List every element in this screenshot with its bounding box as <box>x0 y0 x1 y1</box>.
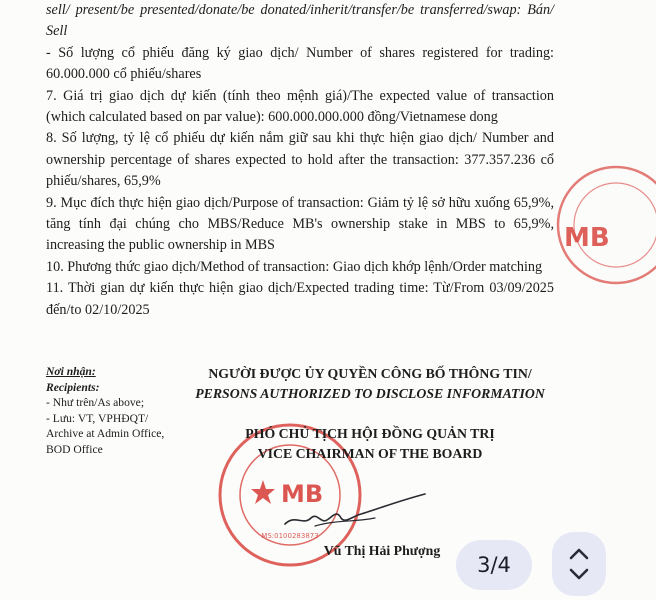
chevron-up-icon[interactable] <box>568 547 590 561</box>
svg-text:MB: MB <box>281 480 324 508</box>
signer-name: Vũ Thị Hải Phượng <box>323 543 441 558</box>
paragraph-shares-registered: - Số lượng cổ phiếu đăng ký giao dịch/ Number of shares registered for trading: 60.000.000 cổ phiếu/shares <box>46 44 554 83</box>
authorized-title-vi: NGƯỜI ĐƯỢC ỦY QUYỀN CÔNG BỐ THÔNG TIN/ <box>208 366 532 381</box>
position-title-en: VICE CHAIRMAN OF THE BOARD <box>257 446 483 461</box>
paragraph-transaction-type: sell/ present/be presented/donate/be donated/inherit/transfer/be transferred/swap: Bán/ Sell <box>46 2 554 40</box>
svg-text:MS:0100283873: MS:0100283873 <box>261 532 319 540</box>
signature-block <box>175 364 565 464</box>
position-title-vi: PHÓ CHỦ TỊCH HỘI ĐỒNG QUẢN TRỊ <box>245 426 495 441</box>
page-nav-button[interactable] <box>552 532 606 596</box>
authorized-title-en: PERSONS AUTHORIZED TO DISCLOSE INFORMATION <box>195 386 545 401</box>
paragraph-expected-value: 7. Giá trị giao dịch dự kiến (tính theo mệnh giá)/The expected value of transaction (which calculated based on par value): 600.000.000.000 đồng/Vietnamese dong <box>46 87 554 126</box>
chevron-down-icon[interactable] <box>568 567 590 581</box>
paragraph-purpose: 9. Mục đích thực hiện giao dịch/Purpose of transaction: Giảm tỷ lệ sở hữu xuống 65,9%, tăng tính đại chúng cho MBS/Reduce MB's ownership stake in MBS to 65,9%, increasing the public ownership in MBS <box>46 194 554 254</box>
recipients-line: - Lưu: VT, VPHĐQT/ <box>46 411 149 425</box>
stamp-partial-right <box>556 160 656 290</box>
page-indicator: 3/4 <box>456 540 532 590</box>
recipients-line: Archive at Admin Office, <box>46 427 165 441</box>
paragraph-ownership-after: 8. Số lượng, tỷ lệ cổ phiếu dự kiến nắm giữ sau khi thực hiện giao dịch/ Number and ownership percentage of shares expected to hold after the transaction: 377.357.236 cổ phiếu/shares, 65,9% <box>46 130 554 190</box>
svg-text:MB: MB <box>564 223 610 253</box>
recipients-line: BOD Office <box>46 442 103 456</box>
handwritten-signature <box>275 490 435 535</box>
paragraph-trading-time: 11. Thời gian dự kiến thực hiện giao dịch/Expected trading time: Từ/From 03/09/2025 đến/to 02/10/2025 <box>46 280 554 318</box>
paragraph-method: 10. Phương thức giao dịch/Method of transaction: Giao dịch khớp lệnh/Order matching <box>46 258 543 275</box>
document-body <box>46 0 554 321</box>
recipients-block <box>46 364 196 458</box>
recipients-heading-en: Recipients: <box>46 380 100 394</box>
recipients-heading-vi: Nơi nhận: <box>46 365 96 378</box>
recipients-line: - Như trên/As above; <box>46 396 145 410</box>
